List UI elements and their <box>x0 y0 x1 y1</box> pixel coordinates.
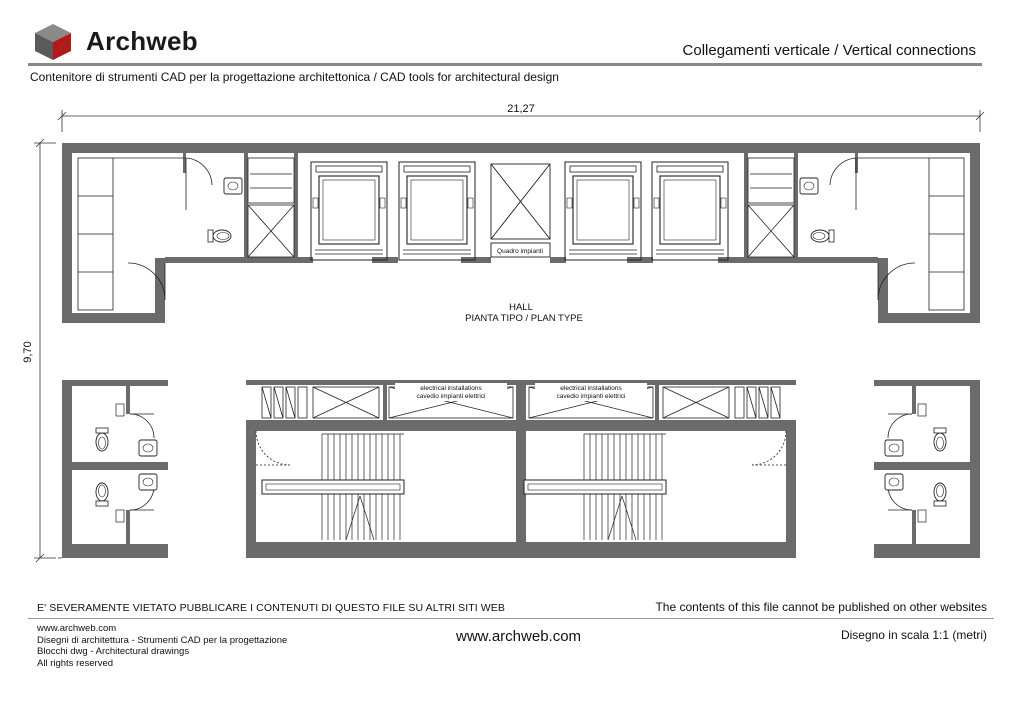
brand-name: Archweb <box>86 26 198 56</box>
bottom-block-walls <box>62 380 980 558</box>
footer-divider <box>28 618 994 619</box>
drawing-scale: Disegno in scala 1:1 (metri) <box>840 628 987 642</box>
shaft-label-en-left: electrical installations <box>420 385 482 392</box>
page-subtitle: Contenitore di strumenti CAD per la progettazione architettonica / CAD tools for architectural design <box>30 70 559 84</box>
footer-line-3: Blocchi dwg - Architectural drawings <box>37 646 190 657</box>
dimension-width: 21,27 <box>507 103 535 115</box>
footer-website-link[interactable]: www.archweb.com <box>456 628 582 645</box>
shaft-label-it-left: cavedio impianti elettrici <box>416 393 486 400</box>
plan-type-label: PIANTA TIPO / PLAN TYPE <box>465 313 583 324</box>
copyright-warning-english: The contents of this file cannot be published on other websites <box>655 600 987 614</box>
panel-label: Quadro impianti <box>497 248 543 255</box>
hall-label: HALL <box>509 302 533 313</box>
shaft-label-en-right: electrical installations <box>560 385 622 392</box>
page-title: Collegamenti verticale / Vertical connections <box>682 42 976 59</box>
footer-line-4: All rights reserved <box>37 657 114 669</box>
top-block-walls <box>62 143 980 323</box>
dimension-height: 9,70 <box>22 341 34 363</box>
shaft-label-it-right: cavedio impianti elettrici <box>556 393 626 400</box>
footer-line-1: www.archweb.com <box>37 623 117 634</box>
footer-line-2: Disegni di architettura - Strumenti CAD per la progettazione <box>37 634 288 646</box>
copyright-warning-italian: E' SEVERAMENTE VIETATO PUBBLICARE I CONTENUTI DI QUESTO FILE SU ALTRI SITI WEB <box>37 602 505 614</box>
